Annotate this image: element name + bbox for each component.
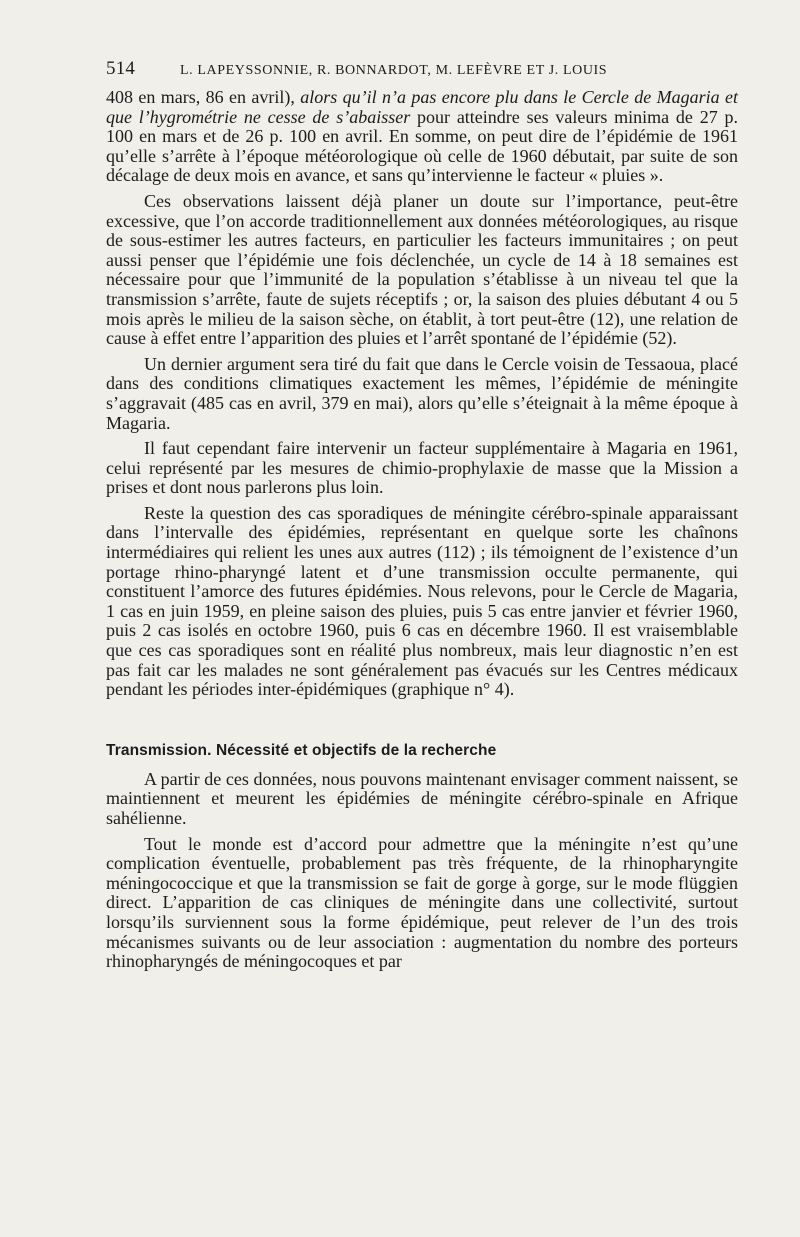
paragraph-2: Ces observations laissent déjà planer un doute sur l’importance, peut-être excessive, que l’on accorde traditionnellement aux données météorologiques, au risque de sous-estimer les autres facteurs, en particulier les facteurs immunitaires ; on peut aussi penser que l’épidémie une fois déclenchée, un cycle de 14 à 18 semaines est nécessaire pour que l’immunité de la population s’établisse à un niveau tel que la transmission s’arrête, faute de sujets réceptifs ; or, la saison des pluies débutant 4 ou 5 mois après le milieu de la saison sèche, on établit, à tort peut-être (12), une relation de cause à effet entre l’apparition des pluies et l’arrêt spontané de l’épidémie (52). <box>106 190 738 349</box>
page-number: 514 <box>106 58 136 79</box>
body-text <box>106 88 738 972</box>
paragraph-1 <box>106 88 738 186</box>
paragraph-4: Il faut cependant faire intervenir un facteur supplémentaire à Magaria en 1961, celui représenté par les mesures de chimio-prophylaxie de masse que la Mission a prises et dont nous parlerons plus loin. <box>106 438 738 498</box>
paragraph-1-end: pour atteindre ses valeurs minima de 27 p. 100 en mars et de 26 p. 100 en avril. En somme, on peut dire de l’épidémie de 1961 qu’elle s’arrête à l’époque météorologique où celle de 1960 débutait, par suite de son décalage de deux mois en avance, et sans qu’intervienne le facteur « pluies ». <box>106 106 738 186</box>
paragraph-1-start: 408 en mars, 86 en avril), <box>106 87 301 107</box>
paragraph-1-italic: alors qu’il n’a pas encore plu dans le Cercle de Magaria et que l’hygrométrie ne cesse de s’abaisser <box>106 87 738 127</box>
section-paragraph-2: Tout le monde est d’accord pour admettre que la méningite n’est qu’une complication éventuelle, probablement pas très fréquente, de la rhinopharyngite méningococcique et que la transmission se fait de gorge à gorge, sur le mode flüggien direct. L’apparition de cas cliniques de méningite dans une collectivité, surtout lorsqu’ils surviennent sous la forme épidémique, peut relever de l’un des trois mécanismes suivants ou de leur association : augmentation du nombre des porteurs rhinopharyngés de méningocoques et par <box>106 833 738 972</box>
running-head <box>106 58 738 88</box>
page <box>106 58 738 972</box>
section-paragraph-1: A partir de ces données, nous pouvons maintenant envisager comment naissent, se maintiennent et meurent les épidémies de méningite cérébro-spinale en Afrique sahélienne. <box>106 768 738 828</box>
paragraph-3: Un dernier argument sera tiré du fait que dans le Cercle voisin de Tessaoua, placé dans des conditions climatiques exactement les mêmes, l’épidémie de méningite s’aggravait (485 cas en avril, 379 en mai), alors qu’elle s’éteignait à la même époque à Magaria. <box>106 353 738 433</box>
paragraph-5: Reste la question des cas sporadiques de méningite cérébro-spinale apparaissant dans l’intervalle des épidémies, représentant en quelque sorte les chaînons intermédiaires qui relient les unes aux autres (112) ; ils témoignent de l’existence d’un portage rhino-pharyngé latent et d’une transmission occulte permanente, qui constituent l’amorce des futures épidémies. Nous relevons, pour le Cercle de Magaria, 1 cas en juin 1959, en pleine saison des pluies, puis 5 cas entre janvier et février 1960, puis 2 cas isolés en octobre 1960, puis 6 cas en décembre 1960. Il est vraisemblable que ces cas sporadiques sont en réalité plus nombreux, mais leur diagnostic n’en est pas fait car les malades ne sont généralement pas évacués sur les Centres médicaux pendant les périodes inter-épidémiques (graphique n° 4). <box>106 502 738 700</box>
section-heading: Transmission. Nécessité et objectifs de la recherche <box>106 741 497 759</box>
running-head-authors: L. LAPEYSSONNIE, R. BONNARDOT, M. LEFÈVRE ET J. LOUIS <box>180 63 608 78</box>
